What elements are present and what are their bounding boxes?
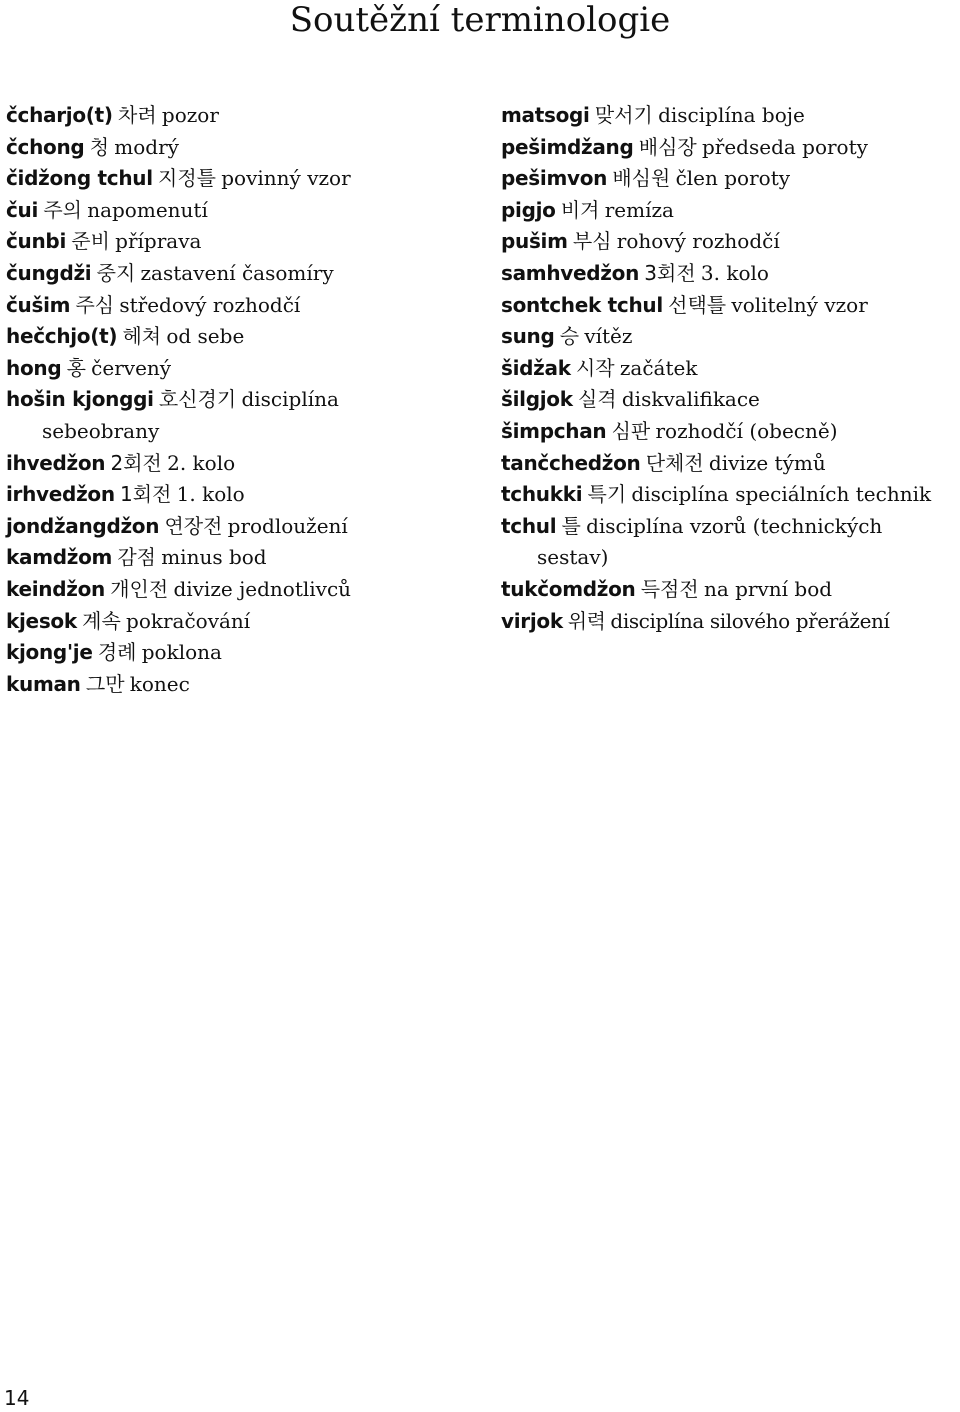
glossary-entry bbox=[501, 258, 960, 290]
page-number: 14 bbox=[4, 1386, 30, 1410]
entry-term: čchong bbox=[6, 134, 85, 159]
entry-meaning: příprava bbox=[115, 229, 202, 254]
entry-korean: 준비 bbox=[71, 229, 110, 254]
entry-meaning: na první bod bbox=[703, 576, 833, 601]
entry-meaning: červený bbox=[91, 355, 172, 380]
glossary-column-left bbox=[6, 100, 476, 700]
entry-korean: 배심장 bbox=[638, 134, 697, 159]
entry-term: pešimdžang bbox=[501, 134, 634, 159]
entry-meaning: od sebe bbox=[166, 324, 245, 349]
entry-korean: 틀 bbox=[561, 513, 581, 538]
entry-term: tančchedžon bbox=[501, 450, 641, 475]
glossary-entry bbox=[6, 448, 476, 480]
glossary-entry bbox=[6, 511, 476, 543]
entry-korean: 주심 bbox=[75, 292, 115, 317]
entry-korean: 청 bbox=[89, 134, 110, 159]
glossary-entry bbox=[501, 321, 960, 353]
entry-term: matsogi bbox=[501, 103, 590, 127]
page-title: Soutěžní terminologie bbox=[289, 0, 671, 40]
glossary-entry bbox=[6, 163, 476, 195]
glossary-entry bbox=[501, 448, 960, 480]
entry-korean: 헤쳐 bbox=[122, 324, 162, 349]
entry-meaning: povinný vzor bbox=[221, 166, 351, 191]
entry-korean: 득점전 bbox=[640, 576, 699, 601]
entry-korean: 1회전 bbox=[120, 482, 172, 507]
entry-meaning: disciplína speciálních technik bbox=[631, 482, 932, 507]
entry-meaning: remíza bbox=[604, 197, 674, 222]
entry-korean: 선택틀 bbox=[668, 292, 727, 317]
entry-term: šimpchan bbox=[501, 418, 607, 443]
glossary-entry bbox=[6, 574, 476, 606]
entry-meaning: 3. kolo bbox=[700, 260, 769, 285]
glossary-entry bbox=[6, 669, 476, 701]
glossary-entry bbox=[501, 290, 960, 322]
entry-meaning: středový rozhodčí bbox=[119, 292, 301, 317]
glossary-column-right bbox=[501, 100, 960, 637]
entry-term: čungdži bbox=[6, 260, 92, 285]
entry-korean: 심판 bbox=[611, 418, 651, 443]
entry-meaning: 2. kolo bbox=[167, 450, 236, 475]
entry-korean: 감점 bbox=[117, 545, 156, 570]
glossary-entry bbox=[6, 226, 476, 258]
entry-meaning: pokračování bbox=[126, 608, 251, 633]
entry-korean: 위력 bbox=[567, 608, 606, 633]
entry-korean: 실격 bbox=[577, 387, 617, 412]
glossary-entry bbox=[501, 511, 957, 574]
entry-meaning: vítěz bbox=[584, 324, 633, 349]
glossary-entry bbox=[6, 100, 476, 132]
glossary-entry bbox=[6, 637, 476, 669]
entry-term: ihvedžon bbox=[6, 450, 106, 475]
entry-korean: 특기 bbox=[587, 482, 627, 507]
glossary-entry bbox=[6, 258, 476, 290]
entry-korean: 중지 bbox=[96, 260, 136, 285]
entry-korean: 배심원 bbox=[612, 166, 671, 191]
entry-term: sontchek tchul bbox=[501, 292, 663, 317]
entry-term: čušim bbox=[6, 292, 71, 317]
glossary-entry bbox=[6, 353, 476, 385]
entry-meaning: minus bod bbox=[161, 545, 267, 570]
glossary-entry bbox=[6, 384, 442, 447]
entry-meaning: zastavení časomíry bbox=[140, 260, 334, 285]
entry-korean: 계속 bbox=[82, 608, 121, 633]
entry-term: kamdžom bbox=[6, 545, 113, 570]
entry-korean: 호신경기 bbox=[158, 387, 237, 412]
entry-korean: 승 bbox=[559, 324, 580, 349]
glossary-entry bbox=[6, 195, 476, 227]
glossary-entry bbox=[501, 226, 960, 258]
entry-meaning: divize jednotlivců bbox=[173, 576, 352, 601]
glossary-entry bbox=[6, 542, 476, 574]
entry-meaning: 1. kolo bbox=[176, 482, 245, 507]
entry-meaning: člen poroty bbox=[675, 166, 791, 191]
entry-meaning: volitelný vzor bbox=[731, 292, 868, 317]
entry-term: sung bbox=[501, 324, 555, 349]
entry-term: kjong'je bbox=[6, 640, 93, 665]
entry-term: hečchjo(t) bbox=[6, 324, 118, 349]
entry-term: tchukki bbox=[501, 482, 583, 507]
glossary-entry bbox=[501, 384, 960, 416]
entry-meaning: začátek bbox=[619, 355, 698, 380]
entry-meaning: disciplína sebeobrany bbox=[42, 387, 339, 443]
glossary-entry bbox=[501, 416, 960, 448]
entry-meaning: disciplína vzorů (technických sestav) bbox=[537, 513, 883, 570]
glossary-entry bbox=[501, 100, 960, 132]
entry-term: kjesok bbox=[6, 608, 77, 633]
entry-korean: 지정틀 bbox=[158, 166, 216, 191]
entry-term: tchul bbox=[501, 513, 557, 538]
entry-term: čunbi bbox=[6, 229, 67, 254]
glossary-entry bbox=[6, 290, 476, 322]
entry-meaning: napomenutí bbox=[87, 197, 208, 222]
entry-meaning: konec bbox=[129, 671, 190, 696]
glossary-entry bbox=[501, 606, 960, 638]
entry-korean: 비겨 bbox=[560, 197, 600, 222]
entry-term: čcharjo(t) bbox=[6, 103, 113, 127]
entry-meaning: rohový rozhodčí bbox=[616, 229, 780, 254]
entry-term: irhvedžon bbox=[6, 482, 115, 507]
entry-term: keindžon bbox=[6, 576, 105, 601]
glossary-entry bbox=[6, 479, 476, 511]
entry-term: kuman bbox=[6, 671, 81, 696]
entry-korean: 부심 bbox=[572, 229, 612, 254]
entry-meaning: diskvalifikace bbox=[621, 387, 760, 412]
entry-term: tukčomdžon bbox=[501, 576, 636, 601]
entry-term: hong bbox=[6, 355, 62, 380]
glossary-entry bbox=[501, 163, 960, 195]
entry-korean: 맞서기 bbox=[594, 103, 653, 127]
entry-korean: 그만 bbox=[85, 671, 125, 696]
entry-meaning: prodloužení bbox=[227, 513, 348, 538]
glossary-entry bbox=[501, 132, 960, 164]
glossary-entry bbox=[501, 195, 960, 227]
entry-term: pušim bbox=[501, 229, 568, 254]
entry-korean: 3회전 bbox=[644, 260, 696, 285]
glossary-entry bbox=[501, 574, 960, 606]
entry-meaning: předseda poroty bbox=[701, 134, 868, 159]
entry-meaning: rozhodčí (obecně) bbox=[655, 418, 838, 443]
entry-korean: 단체전 bbox=[645, 450, 704, 475]
entry-meaning: disciplína boje bbox=[658, 103, 805, 127]
glossary-entry bbox=[6, 321, 476, 353]
entry-term: pešimvon bbox=[501, 166, 608, 191]
entry-korean: 2회전 bbox=[110, 450, 162, 475]
entry-korean: 시작 bbox=[575, 355, 615, 380]
glossary-entry bbox=[501, 479, 937, 511]
entry-term: pigjo bbox=[501, 197, 556, 222]
entry-korean: 경례 bbox=[97, 640, 137, 665]
entry-term: čidžong tchul bbox=[6, 166, 153, 191]
glossary-entry bbox=[501, 353, 960, 385]
entry-term: šilgjok bbox=[501, 387, 573, 412]
entry-korean: 연장전 bbox=[164, 513, 223, 538]
glossary-entry bbox=[6, 606, 476, 638]
entry-term: samhvedžon bbox=[501, 260, 640, 285]
entry-meaning: pozor bbox=[161, 103, 219, 127]
entry-meaning: poklona bbox=[141, 640, 222, 665]
entry-term: šidžak bbox=[501, 355, 571, 380]
entry-term: virjok bbox=[501, 608, 563, 633]
entry-meaning: disciplína silového přerážení bbox=[610, 608, 890, 633]
entry-meaning: modrý bbox=[114, 134, 179, 159]
glossary-entry bbox=[6, 132, 476, 164]
entry-korean: 주의 bbox=[43, 197, 82, 222]
entry-term: čui bbox=[6, 197, 39, 222]
entry-term: hošin kjonggi bbox=[6, 387, 154, 412]
entry-korean: 개인전 bbox=[110, 576, 169, 601]
entry-korean: 홍 bbox=[66, 355, 86, 380]
entry-meaning: divize týmů bbox=[708, 450, 826, 475]
entry-korean: 차려 bbox=[118, 103, 157, 127]
entry-term: jondžangdžon bbox=[6, 513, 160, 538]
